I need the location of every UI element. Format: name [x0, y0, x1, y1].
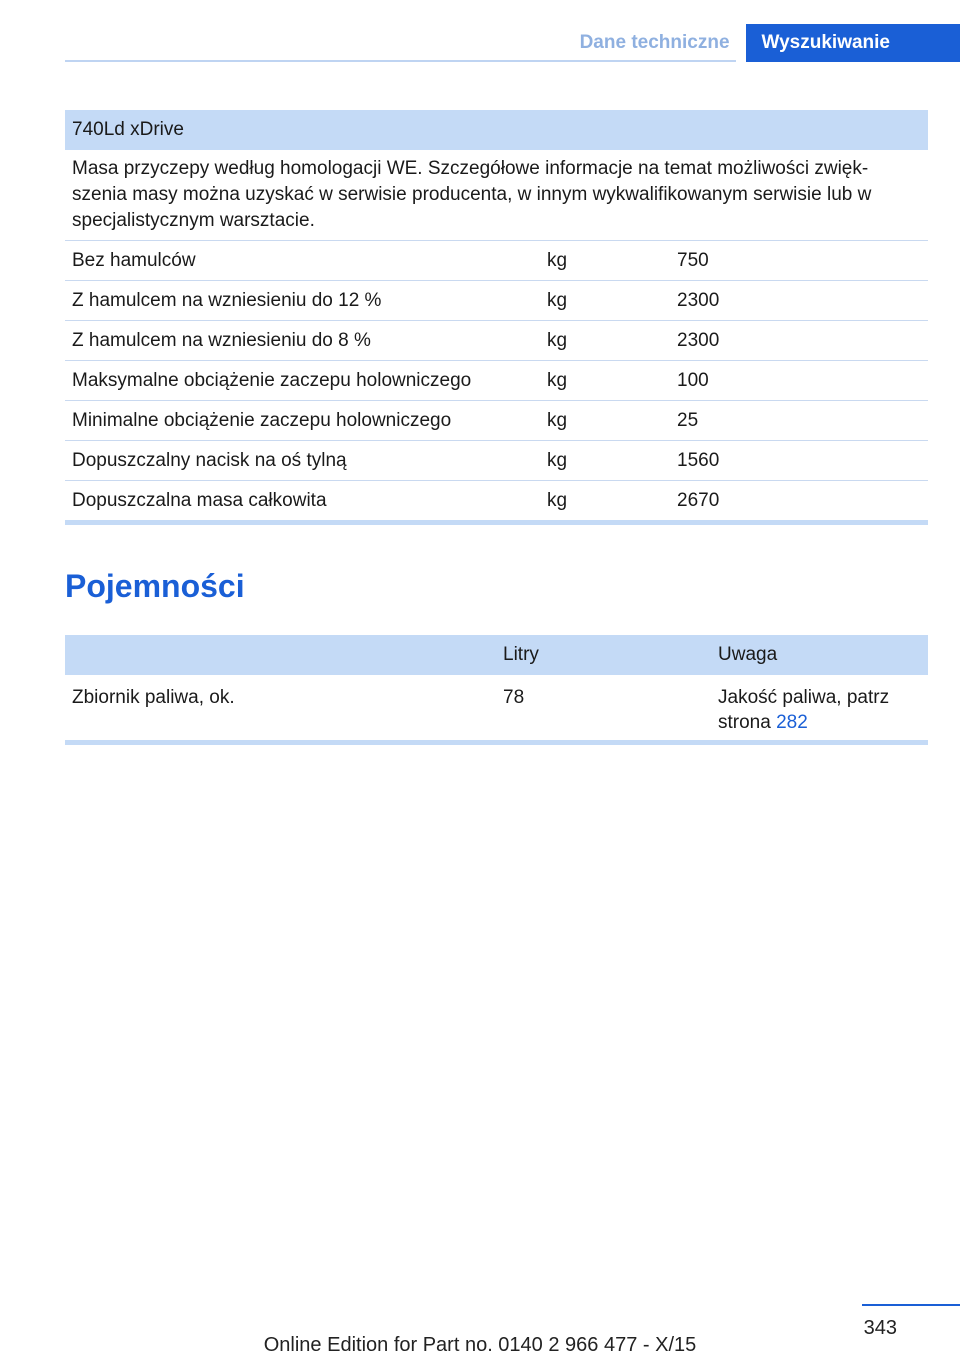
row-unit: kg	[540, 401, 670, 441]
row-value: 2300	[670, 281, 928, 321]
model-name: 740Ld xDrive	[65, 110, 928, 150]
row-value: 1560	[670, 441, 928, 481]
table-row	[65, 241, 928, 281]
table-header-row	[65, 635, 928, 675]
row-label: Zbiornik paliwa, ok.	[72, 687, 235, 708]
row-value: 25	[670, 401, 928, 441]
table-row	[65, 675, 928, 747]
page-number: 343	[863, 1317, 897, 1339]
row-note	[711, 675, 928, 747]
trailer-description: Masa przyczepy według homologacji WE. Szczegółowe informacje na temat możliwości zwięk-szenia masy można uzyskać w serwisie producenta, w innym wykwalifikowanym serwisie lub w specjalistycznym warsztacie.	[65, 150, 928, 241]
edition-footer: Online Edition for Part no. 0140 2 966 477 - X/15	[263, 1334, 697, 1356]
row-label: Z hamulcem na wzniesieniu do 8 %	[65, 321, 540, 361]
row-label: Z hamulcem na wzniesieniu do 12 %	[65, 281, 540, 321]
table-row	[65, 361, 928, 401]
row-label: Maksymalne obciążenie zaczepu holowniczego	[65, 361, 540, 401]
page-link[interactable]: 282	[776, 712, 808, 733]
trailer-load-table	[65, 110, 928, 520]
row-unit: kg	[540, 441, 670, 481]
note-text: Jakość paliwa, patrz strona	[718, 687, 890, 733]
table-bottom-bar	[65, 520, 928, 525]
row-label: Dopuszczalna masa całkowita	[72, 489, 327, 511]
row-value: 100	[670, 361, 928, 401]
row-unit: kg	[547, 489, 568, 511]
table-row	[65, 321, 928, 361]
row-label: Bez hamulców	[65, 241, 540, 281]
section-title: Pojemności	[65, 568, 245, 604]
header-tabs	[564, 24, 960, 62]
row-unit: kg	[540, 281, 670, 321]
header-cell-empty	[65, 635, 496, 675]
tab-wyszukiwanie[interactable]: Wyszukiwanie	[746, 24, 960, 62]
header-divider	[65, 60, 736, 62]
table-header-row	[65, 110, 928, 150]
row-unit: kg	[540, 321, 670, 361]
row-label: Dopuszczalny nacisk na oś tylną	[65, 441, 540, 481]
table-row	[65, 481, 928, 521]
table-row	[65, 401, 928, 441]
capacities-table	[65, 635, 928, 747]
row-unit: kg	[540, 361, 670, 401]
row-unit: kg	[540, 241, 670, 281]
row-value: 2670	[677, 489, 720, 511]
row-label: Minimalne obciążenie zaczepu holowniczego	[65, 401, 540, 441]
header-cell-litry: Litry	[496, 635, 711, 675]
table-row	[65, 441, 928, 481]
description-row	[65, 150, 928, 241]
table-bottom-bar	[65, 740, 928, 745]
row-value: 78	[503, 687, 525, 708]
header-cell-uwaga: Uwaga	[711, 635, 928, 675]
table-row	[65, 281, 928, 321]
tab-dane-techniczne[interactable]: Dane techniczne	[564, 24, 746, 62]
page-number-rule	[862, 1304, 960, 1306]
row-value: 2300	[670, 321, 928, 361]
row-value: 750	[670, 241, 928, 281]
